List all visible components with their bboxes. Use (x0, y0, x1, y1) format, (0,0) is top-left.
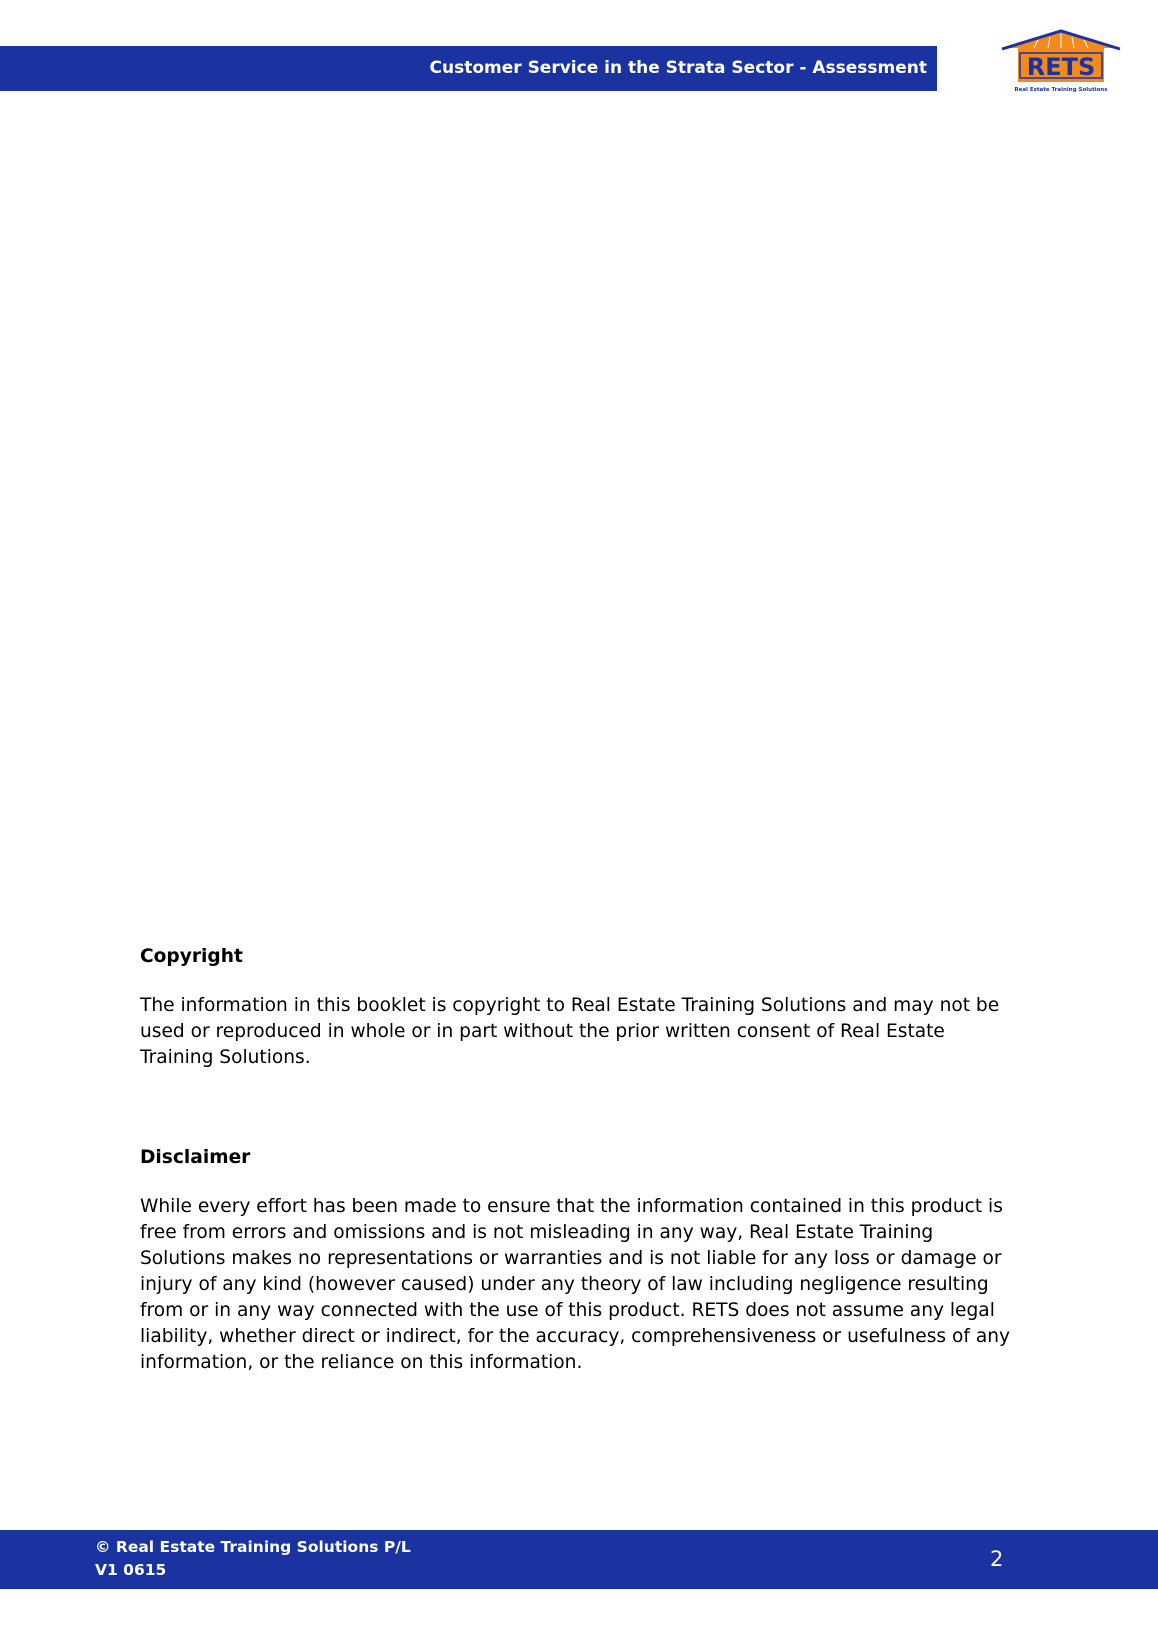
disclaimer-text: While every effort has been made to ensure that the information contained in this product is free from errors and omissions and is not misleading in any way, Real Estate Training Solutions makes no representations or warranties and is not liable for any loss or damage or injury of any kind (however caused) under any theory of law including negligence resulting from or in any way connected with the use of this product. RETS does not assume any legal liability, whether direct or indirect, for the accuracy, comprehensiveness or usefulness of any information, or the reliance on this information. (140, 1196, 1011, 1373)
svg-text:RETS: RETS (1026, 53, 1096, 81)
disclaimer-heading: Disclaimer (140, 1147, 251, 1168)
copyright-heading: Copyright (140, 946, 243, 967)
document-title: Customer Service in the Strata Sector - Assessment (429, 58, 927, 78)
page-number: 2 (990, 1547, 1004, 1571)
house-roof-icon (1000, 28, 1122, 96)
footer-bar (0, 1530, 1158, 1589)
copyright-text: The information in this booklet is copyright to Real Estate Training Solutions and may not be used or reproduced in whole or in part without the prior written consent of Real Estate Training Solutions. (140, 995, 1000, 1068)
svg-text:Real Estate Training Solutions: Real Estate Training Solutions (1014, 87, 1108, 93)
rets-logo (1000, 28, 1122, 96)
header-bar (0, 46, 937, 91)
footer-version: V1 0615 (95, 1561, 167, 1579)
footer-info (95, 1536, 411, 1582)
legal-content (140, 944, 1020, 1376)
footer-company: © Real Estate Training Solutions P/L (95, 1538, 411, 1556)
